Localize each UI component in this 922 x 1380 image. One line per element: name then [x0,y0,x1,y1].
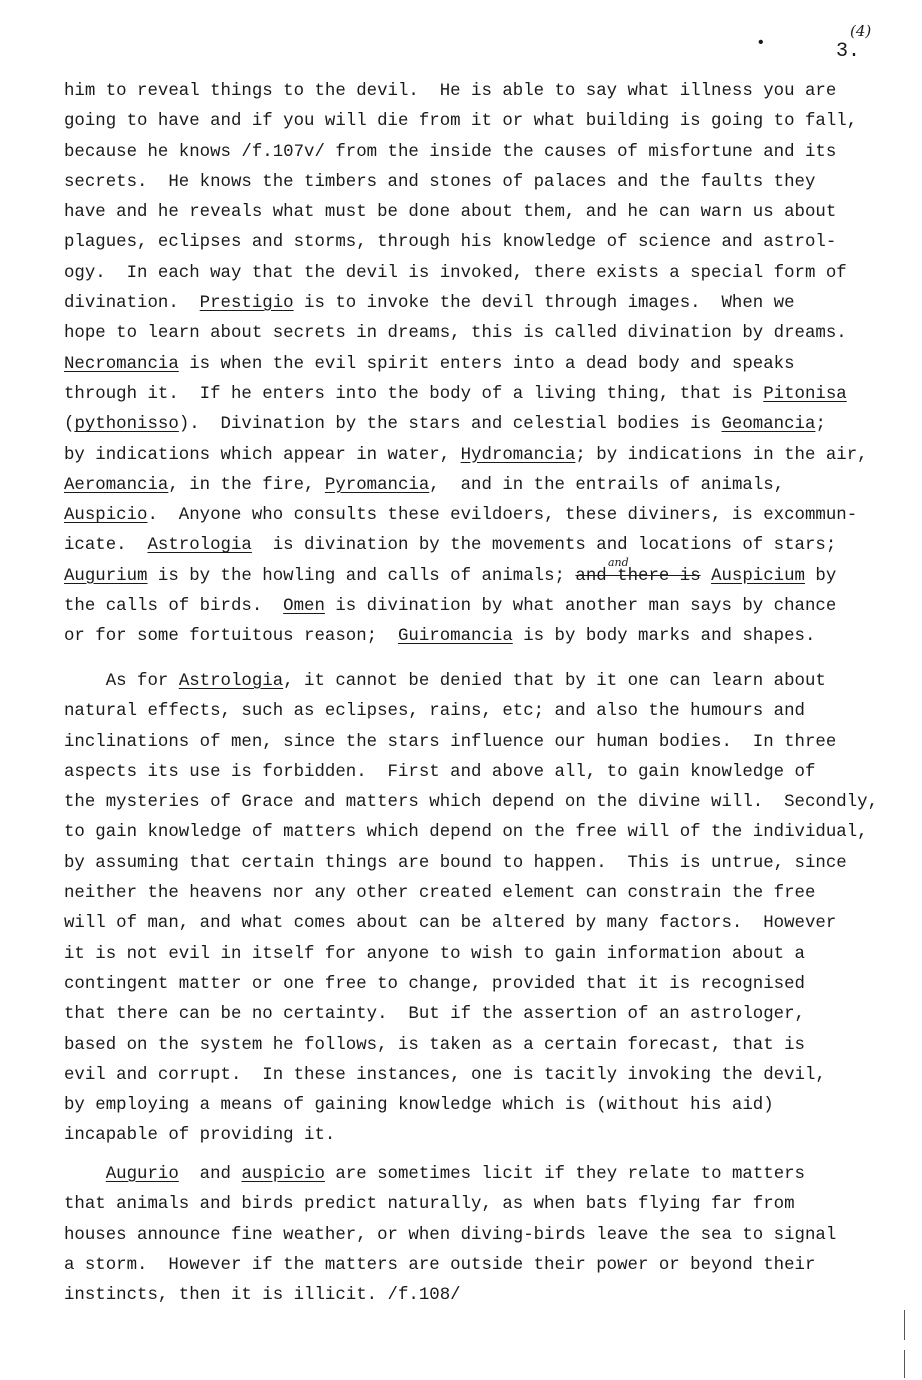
text-run: the calls of birds. [64,597,284,617]
underlined-term: Pitonisa [763,384,847,404]
text-run [64,1165,106,1184]
text-line [64,788,879,818]
text-run: him to reveal things to the devil. He is able to say what illness you are [64,82,837,101]
text-run: by employing a means of gaining knowledge which is (without his aid) [64,1096,774,1116]
underlined-term: Augurium [64,566,148,586]
text-run: is by body marks and shapes. [512,627,816,647]
underlined-term: Hydromancia [460,445,576,465]
text-run: is when the evil spirit enters into a dead body and speaks [178,354,795,374]
text-line [64,380,864,410]
text-run: , and in the entrails of animals, [429,475,785,495]
text-run: . Anyone who consults these evildoers, these diviners, is excommun- [147,506,858,526]
text-line [64,1091,864,1121]
text-run: will of man, and what comes about can be altered by many factors. However [64,914,837,934]
text-line [64,1160,864,1190]
text-line [64,441,868,471]
underlined-term: Astrologia [147,536,252,556]
underlined-term: Omen [283,597,325,617]
text-line [64,77,864,107]
text-line [64,728,864,758]
text-run: secrets. He knows the timbers and stones of palaces and the faults they [64,172,816,192]
text-run: plagues, eclipses and storms, through his knowledge of science and astrol- [64,233,837,253]
text-line [64,970,864,1000]
text-run: ( [64,415,75,435]
text-line [64,410,864,440]
text-run: a storm. However if the matters are outside their power or beyond their [64,1255,816,1275]
text-run: hope to learn about secrets in dreams, this is called divination by dreams. [64,324,847,344]
text-run: ). Divination by the stars and celestial bodies is [178,415,722,435]
text-line [64,592,864,622]
underlined-term: Prestigio [199,294,294,314]
struck-text: and there is [575,566,701,586]
text-run: by indications which appear in water, [64,445,461,465]
margin-mark [904,1310,905,1340]
text-line [64,818,868,848]
text-run: and [178,1165,242,1184]
stray-mark: • [756,34,766,52]
text-run: have and he reveals what must be done about them, and he can warn us about [64,203,837,223]
text-line [64,531,864,561]
text-run: instincts, then it is illicit. /f.108/ [64,1286,461,1306]
text-run: , it cannot be denied that by it one can learn about [283,672,826,691]
text-line [64,471,864,501]
text-run: inclinations of men, since the stars influence our human bodies. In three [64,732,837,752]
underlined-term: Pyromancia [324,475,430,495]
underlined-term: pythonisso [74,415,179,435]
text-run: neither the heavens nor any other created element can constrain the free [64,884,816,904]
text-line [64,940,864,970]
text-line [64,319,864,349]
underlined-term: Astrologia [178,672,284,691]
text-run: is by the howling and calls of animals; [147,566,576,586]
text-line [64,1121,864,1151]
underlined-term: Necromancia [64,354,179,374]
text-run: by [805,566,837,586]
text-run: As for [64,672,179,691]
underlined-term: auspicio [241,1165,325,1184]
text-run: by assuming that certain things are bound to happen. This is untrue, since [64,853,847,873]
text-line [64,1281,864,1311]
text-line [64,259,864,289]
paragraph-3 [64,1160,864,1311]
underlined-term: Augurio [105,1165,179,1184]
text-run: going to have and if you will die from it or what building is going to fall, [64,112,858,132]
text-line [64,107,864,137]
text-run: because he knows /f.107v/ from the inside the causes of misfortune and its [64,142,837,162]
text-line [64,879,864,909]
text-line [64,1190,864,1220]
text-line [64,1251,864,1281]
text-run: based on the system he follows, is taken as a certain forecast, that is [64,1035,805,1055]
text-run: , in the fire, [168,475,325,495]
text-line [64,1031,864,1061]
text-line [64,289,864,319]
underlined-term: Guiromancia [397,627,513,647]
text-line [64,168,864,198]
text-line [64,758,864,788]
text-run: incapable of providing it. [64,1126,336,1146]
text-run: is to invoke the devil through images. When we [293,294,795,314]
text-run: ; by indications in the air, [575,445,868,465]
text-run: houses announce fine weather, or when diving-birds leave the sea to signal [64,1225,837,1245]
text-line [64,697,864,727]
text-run: is divination by the movements and locations of stars; [251,536,837,556]
text-run: icate. [64,536,148,556]
handwritten-page-number: (4) [850,22,872,40]
text-run: contingent matter or one free to change, provided that it is recognised [64,974,805,994]
text-run: that animals and birds predict naturally, as when bats flying far from [64,1195,795,1215]
margin-mark [904,1350,905,1378]
text-line [64,1000,864,1030]
text-run: divination. [64,294,200,314]
paragraph-2 [64,667,879,1152]
text-run: ogy. In each way that the devil is invoked, there exists a special form of [64,263,847,283]
text-run: is divination by what another man says by chance [324,597,837,617]
paragraph-1 [64,77,868,653]
text-line [64,501,864,531]
text-line [64,622,864,652]
text-line [64,228,864,258]
text-run: ; [815,415,826,435]
underlined-term: Geomancia [721,415,816,435]
underlined-term: Auspicio [64,506,148,526]
text-run: evil and corrupt. In these instances, one is tacitly invoking the devil, [64,1065,826,1085]
text-run: to gain knowledge of matters which depend on the free will of the individual, [64,823,868,843]
underlined-term: Aeromancia [64,475,169,495]
text-line [64,1221,864,1251]
text-line [64,198,864,228]
text-run: it is not evil in itself for anyone to wish to gain information about a [64,944,805,964]
handwritten-insertion: and [608,556,629,569]
text-line [64,350,864,380]
page-number: 3. [836,40,861,63]
text-run: are sometimes licit if they relate to matters [324,1165,805,1184]
text-line [64,849,864,879]
text-line [64,562,864,592]
text-run: aspects its use is forbidden. First and above all, to gain knowledge of [64,762,816,782]
text-run: that there can be no certainty. But if the assertion of an astrologer, [64,1005,805,1025]
text-run: the mysteries of Grace and matters which depend on the divine will. Secondly, [64,793,879,813]
text-run: or for some fortuitous reason; [64,627,398,647]
text-run: through it. If he enters into the body of a living thing, that is [64,384,764,404]
text-line [64,1061,864,1091]
text-line [64,138,864,168]
underlined-term: Auspicium [711,566,805,586]
text-run [701,567,711,586]
text-run: natural effects, such as eclipses, rains, etc; and also the humours and [64,702,805,722]
text-line [64,909,864,939]
text-line [64,667,864,697]
